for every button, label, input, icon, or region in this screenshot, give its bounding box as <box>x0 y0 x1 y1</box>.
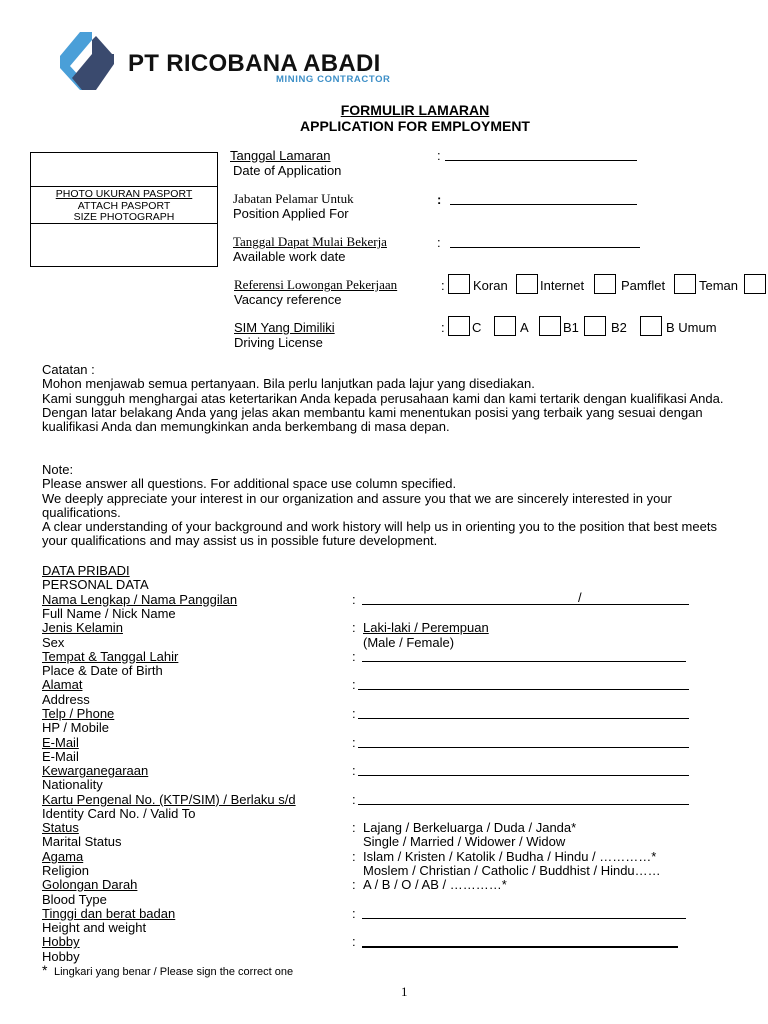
phone-field[interactable] <box>358 718 689 719</box>
form-title-id: FORMULIR LAMARAN <box>340 102 490 118</box>
blood-type-options[interactable]: A / B / O / AB / …………* <box>363 877 507 892</box>
sex-options[interactable]: Laki-laki / Perempuan <box>363 620 489 635</box>
checkbox-pamflet[interactable] <box>594 274 616 294</box>
available-work-date-field[interactable] <box>450 247 640 248</box>
religion-options[interactable]: Islam / Kristen / Katolik / Budha / Hindu / …………* <box>363 849 657 864</box>
date-of-application-field[interactable] <box>445 160 637 161</box>
address-field[interactable] <box>358 689 689 690</box>
option-sim-c: C <box>472 320 482 335</box>
option-sim-b1: B1 <box>563 320 579 335</box>
email-field[interactable] <box>358 747 689 748</box>
company-logo-icon <box>52 30 124 92</box>
checkbox-koran[interactable] <box>448 274 470 294</box>
company-tagline: MINING CONTRACTOR <box>276 74 391 85</box>
company-name: PT RICOBANA ABADI <box>128 50 381 77</box>
photo-box[interactable] <box>30 152 218 267</box>
id-card-field[interactable] <box>358 804 689 805</box>
checkbox-sim-a[interactable] <box>494 316 516 336</box>
marital-status-options[interactable]: Lajang / Berkeluarga / Duda / Janda* <box>363 820 577 835</box>
form-title-en: APPLICATION FOR EMPLOYMENT <box>300 118 530 134</box>
nationality-field[interactable] <box>358 775 689 776</box>
checkbox-internet[interactable] <box>516 274 538 294</box>
option-koran: Koran <box>473 278 508 293</box>
option-sim-bumum: B Umum <box>666 320 717 335</box>
checkbox-other[interactable] <box>744 274 766 294</box>
notes-indonesian: Catatan : Mohon menjawab semua pertanyaan. Bila perlu lanjutkan pada lajur yang disediakan. Kami sungguh menghargai atas ketertarikan Anda kepada perusahaan kami dan kami tertarik dengan kualifikasi Anda. Dengan latar belakang Anda yang jelas akan membantu kami menentukan posisi yang terbaik yang sesuai dengan kualifikasi Anda dan memungkinkan anda berkembang di masa depan. <box>42 362 724 435</box>
option-pamflet: Pamflet <box>621 278 666 293</box>
personal-data-heading: DATA PRIBADI <box>42 563 130 578</box>
full-name-field[interactable] <box>362 604 689 605</box>
option-sim-a: A <box>520 320 529 335</box>
option-teman: Teman <box>699 278 739 293</box>
option-internet: Internet <box>540 278 585 293</box>
position-applied-field[interactable] <box>450 204 637 205</box>
height-weight-field[interactable] <box>362 918 686 919</box>
checkbox-teman[interactable] <box>674 274 696 294</box>
checkbox-sim-bumum[interactable] <box>640 316 662 336</box>
notes-english: Note: Please answer all questions. For additional space use column specified. We deeply appreciate your interest in our organization and assure you that we are sincerely interested in your qualifications. A clear understanding of your background and work history will help us in orienting you to the position that best meets your qualifications and may assist us in possible future development. <box>42 462 717 549</box>
footnote-star: * <box>42 962 48 978</box>
hobby-field[interactable] <box>362 946 678 948</box>
photo-caption: PHOTO UKURAN PASPORT ATTACH PASPORT SIZE PHOTOGRAPH <box>31 186 217 224</box>
checkbox-sim-b2[interactable] <box>584 316 606 336</box>
page-number: 1 <box>401 984 408 999</box>
checkbox-sim-b1[interactable] <box>539 316 561 336</box>
footnote: Lingkari yang benar / Please sign the correct one <box>54 966 294 978</box>
option-sim-b2: B2 <box>611 320 627 335</box>
personal-data-subheading: PERSONAL DATA <box>42 577 149 592</box>
checkbox-sim-c[interactable] <box>448 316 470 336</box>
birth-field[interactable] <box>362 661 686 662</box>
